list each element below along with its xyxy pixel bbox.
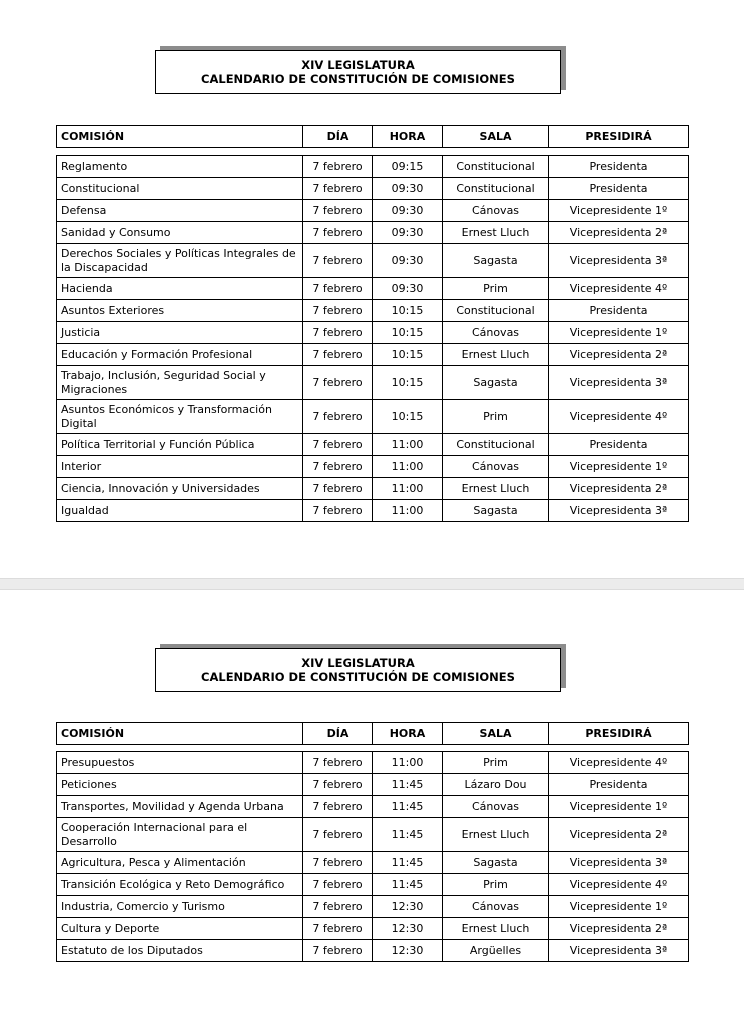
- table-row: [57, 156, 689, 178]
- cell-hora: 11:00: [373, 434, 443, 456]
- cell-sala: Argüelles: [443, 940, 549, 962]
- cell-dia: 7 febrero: [303, 278, 373, 300]
- table-row: [57, 752, 689, 774]
- cell-comision: Hacienda: [57, 278, 303, 300]
- cell-sala: Prim: [443, 874, 549, 896]
- title-box: [155, 648, 561, 692]
- cell-presidira: Vicepresidente 4º: [549, 278, 689, 300]
- cell-sala: Lázaro Dou: [443, 774, 549, 796]
- cell-hora: 10:15: [373, 366, 443, 400]
- cell-hora: 11:00: [373, 752, 443, 774]
- cell-dia: 7 febrero: [303, 156, 373, 178]
- table-row: [57, 852, 689, 874]
- table-row: [57, 456, 689, 478]
- cell-comision: Asuntos Económicos y Transformación Digital: [57, 400, 303, 434]
- cell-hora: 12:30: [373, 940, 443, 962]
- table-row: [57, 500, 689, 522]
- cell-hora: 10:15: [373, 300, 443, 322]
- header-comision: COMISIÓN: [57, 723, 303, 745]
- cell-sala: Sagasta: [443, 500, 549, 522]
- cell-sala: Prim: [443, 400, 549, 434]
- cell-sala: Sagasta: [443, 366, 549, 400]
- cell-hora: 11:00: [373, 500, 443, 522]
- table-row: [57, 896, 689, 918]
- cell-presidira: Vicepresidente 4º: [549, 400, 689, 434]
- page-separator: [0, 578, 744, 590]
- cell-sala: Ernest Lluch: [443, 478, 549, 500]
- cell-hora: 11:45: [373, 818, 443, 852]
- cell-dia: 7 febrero: [303, 818, 373, 852]
- cell-hora: 09:30: [373, 278, 443, 300]
- table-row: [57, 300, 689, 322]
- table-row: [57, 818, 689, 852]
- calendar-title: CALENDARIO DE CONSTITUCIÓN DE COMISIONES: [201, 670, 515, 684]
- cell-presidira: Vicepresidente 1º: [549, 796, 689, 818]
- table-row: [57, 400, 689, 434]
- cell-dia: 7 febrero: [303, 500, 373, 522]
- table-row: [57, 244, 689, 278]
- cell-presidira: Vicepresidente 4º: [549, 874, 689, 896]
- cell-comision: Trabajo, Inclusión, Seguridad Social y Migraciones: [57, 366, 303, 400]
- cell-sala: Constitucional: [443, 300, 549, 322]
- committees-table: [56, 751, 689, 962]
- header-comision: COMISIÓN: [57, 126, 303, 148]
- cell-comision: Peticiones: [57, 774, 303, 796]
- legislature-title: XIV LEGISLATURA: [301, 656, 415, 670]
- calendar-title: CALENDARIO DE CONSTITUCIÓN DE COMISIONES: [201, 72, 515, 86]
- cell-hora: 12:30: [373, 918, 443, 940]
- cell-sala: Constitucional: [443, 434, 549, 456]
- cell-hora: 11:45: [373, 796, 443, 818]
- cell-comision: Estatuto de los Diputados: [57, 940, 303, 962]
- cell-presidira: Vicepresidenta 2ª: [549, 344, 689, 366]
- cell-hora: 11:45: [373, 774, 443, 796]
- cell-presidira: Presidenta: [549, 178, 689, 200]
- table-row: [57, 434, 689, 456]
- cell-dia: 7 febrero: [303, 222, 373, 244]
- cell-dia: 7 febrero: [303, 752, 373, 774]
- cell-comision: Agricultura, Pesca y Alimentación: [57, 852, 303, 874]
- cell-presidira: Presidenta: [549, 300, 689, 322]
- cell-comision: Reglamento: [57, 156, 303, 178]
- cell-comision: Industria, Comercio y Turismo: [57, 896, 303, 918]
- cell-sala: Ernest Lluch: [443, 344, 549, 366]
- cell-dia: 7 febrero: [303, 478, 373, 500]
- cell-sala: Prim: [443, 752, 549, 774]
- table-row: [57, 222, 689, 244]
- document-page-2: [0, 590, 744, 1009]
- cell-comision: Educación y Formación Profesional: [57, 344, 303, 366]
- cell-hora: 10:15: [373, 344, 443, 366]
- cell-presidira: Vicepresidente 4º: [549, 752, 689, 774]
- table-row: [57, 796, 689, 818]
- cell-presidira: Vicepresidenta 3ª: [549, 244, 689, 278]
- cell-hora: 09:30: [373, 244, 443, 278]
- cell-hora: 09:30: [373, 178, 443, 200]
- cell-comision: Defensa: [57, 200, 303, 222]
- cell-comision: Política Territorial y Función Pública: [57, 434, 303, 456]
- table-row: [57, 344, 689, 366]
- cell-dia: 7 febrero: [303, 178, 373, 200]
- title-box: [155, 50, 561, 94]
- cell-hora: 10:15: [373, 400, 443, 434]
- header-sala: SALA: [443, 723, 549, 745]
- cell-presidira: Vicepresidenta 2ª: [549, 818, 689, 852]
- cell-sala: Cánovas: [443, 796, 549, 818]
- cell-dia: 7 febrero: [303, 852, 373, 874]
- cell-dia: 7 febrero: [303, 874, 373, 896]
- cell-dia: 7 febrero: [303, 200, 373, 222]
- cell-hora: 10:15: [373, 322, 443, 344]
- table-row: [57, 178, 689, 200]
- cell-presidira: Vicepresidente 1º: [549, 322, 689, 344]
- cell-sala: Cánovas: [443, 322, 549, 344]
- cell-comision: Derechos Sociales y Políticas Integrales de la Discapacidad: [57, 244, 303, 278]
- cell-presidira: Vicepresidenta 2ª: [549, 222, 689, 244]
- cell-sala: Cánovas: [443, 896, 549, 918]
- cell-dia: 7 febrero: [303, 796, 373, 818]
- cell-dia: 7 febrero: [303, 456, 373, 478]
- table-row: [57, 278, 689, 300]
- cell-sala: Cánovas: [443, 456, 549, 478]
- table-header: [56, 722, 689, 745]
- cell-comision: Constitucional: [57, 178, 303, 200]
- cell-sala: Sagasta: [443, 852, 549, 874]
- cell-dia: 7 febrero: [303, 344, 373, 366]
- cell-presidira: Vicepresidenta 2ª: [549, 478, 689, 500]
- cell-dia: 7 febrero: [303, 300, 373, 322]
- cell-presidira: Vicepresidente 1º: [549, 456, 689, 478]
- header-hora: HORA: [373, 723, 443, 745]
- header-sala: SALA: [443, 126, 549, 148]
- cell-comision: Cooperación Internacional para el Desarrollo: [57, 818, 303, 852]
- header-presidira: PRESIDIRÁ: [549, 723, 689, 745]
- cell-comision: Ciencia, Innovación y Universidades: [57, 478, 303, 500]
- table-row: [57, 478, 689, 500]
- cell-sala: Ernest Lluch: [443, 222, 549, 244]
- cell-hora: 11:00: [373, 456, 443, 478]
- cell-presidira: Vicepresidente 1º: [549, 200, 689, 222]
- table-row: [57, 940, 689, 962]
- cell-comision: Transición Ecológica y Reto Demográfico: [57, 874, 303, 896]
- header-presidira: PRESIDIRÁ: [549, 126, 689, 148]
- cell-dia: 7 febrero: [303, 400, 373, 434]
- cell-comision: Interior: [57, 456, 303, 478]
- table-row: [57, 322, 689, 344]
- cell-comision: Justicia: [57, 322, 303, 344]
- table-row: [57, 774, 689, 796]
- table-row: [57, 200, 689, 222]
- cell-dia: 7 febrero: [303, 244, 373, 278]
- header-hora: HORA: [373, 126, 443, 148]
- cell-sala: Cánovas: [443, 200, 549, 222]
- cell-sala: Ernest Lluch: [443, 918, 549, 940]
- cell-presidira: Vicepresidenta 3ª: [549, 940, 689, 962]
- cell-sala: Sagasta: [443, 244, 549, 278]
- legislature-title: XIV LEGISLATURA: [301, 58, 415, 72]
- cell-comision: Presupuestos: [57, 752, 303, 774]
- cell-comision: Asuntos Exteriores: [57, 300, 303, 322]
- cell-hora: 09:15: [373, 156, 443, 178]
- cell-sala: Prim: [443, 278, 549, 300]
- cell-hora: 09:30: [373, 222, 443, 244]
- committees-table: [56, 155, 689, 522]
- cell-dia: 7 febrero: [303, 434, 373, 456]
- cell-comision: Cultura y Deporte: [57, 918, 303, 940]
- cell-presidira: Vicepresidenta 3ª: [549, 366, 689, 400]
- cell-presidira: Vicepresidenta 3ª: [549, 500, 689, 522]
- cell-presidira: Vicepresidenta 2ª: [549, 918, 689, 940]
- table-header: [56, 125, 689, 148]
- cell-sala: Ernest Lluch: [443, 818, 549, 852]
- cell-presidira: Vicepresidenta 3ª: [549, 852, 689, 874]
- cell-comision: Sanidad y Consumo: [57, 222, 303, 244]
- cell-sala: Constitucional: [443, 156, 549, 178]
- cell-presidira: Presidenta: [549, 774, 689, 796]
- cell-hora: 09:30: [373, 200, 443, 222]
- cell-presidira: Vicepresidente 1º: [549, 896, 689, 918]
- header-dia: DÍA: [303, 126, 373, 148]
- cell-hora: 11:45: [373, 874, 443, 896]
- cell-dia: 7 febrero: [303, 918, 373, 940]
- cell-hora: 11:00: [373, 478, 443, 500]
- cell-dia: 7 febrero: [303, 322, 373, 344]
- table-row: [57, 874, 689, 896]
- table-row: [57, 918, 689, 940]
- cell-presidira: Presidenta: [549, 434, 689, 456]
- cell-dia: 7 febrero: [303, 366, 373, 400]
- cell-sala: Constitucional: [443, 178, 549, 200]
- cell-comision: Transportes, Movilidad y Agenda Urbana: [57, 796, 303, 818]
- cell-dia: 7 febrero: [303, 774, 373, 796]
- cell-dia: 7 febrero: [303, 896, 373, 918]
- cell-hora: 12:30: [373, 896, 443, 918]
- cell-hora: 11:45: [373, 852, 443, 874]
- cell-presidira: Presidenta: [549, 156, 689, 178]
- cell-dia: 7 febrero: [303, 940, 373, 962]
- header-dia: DÍA: [303, 723, 373, 745]
- table-row: [57, 366, 689, 400]
- cell-comision: Igualdad: [57, 500, 303, 522]
